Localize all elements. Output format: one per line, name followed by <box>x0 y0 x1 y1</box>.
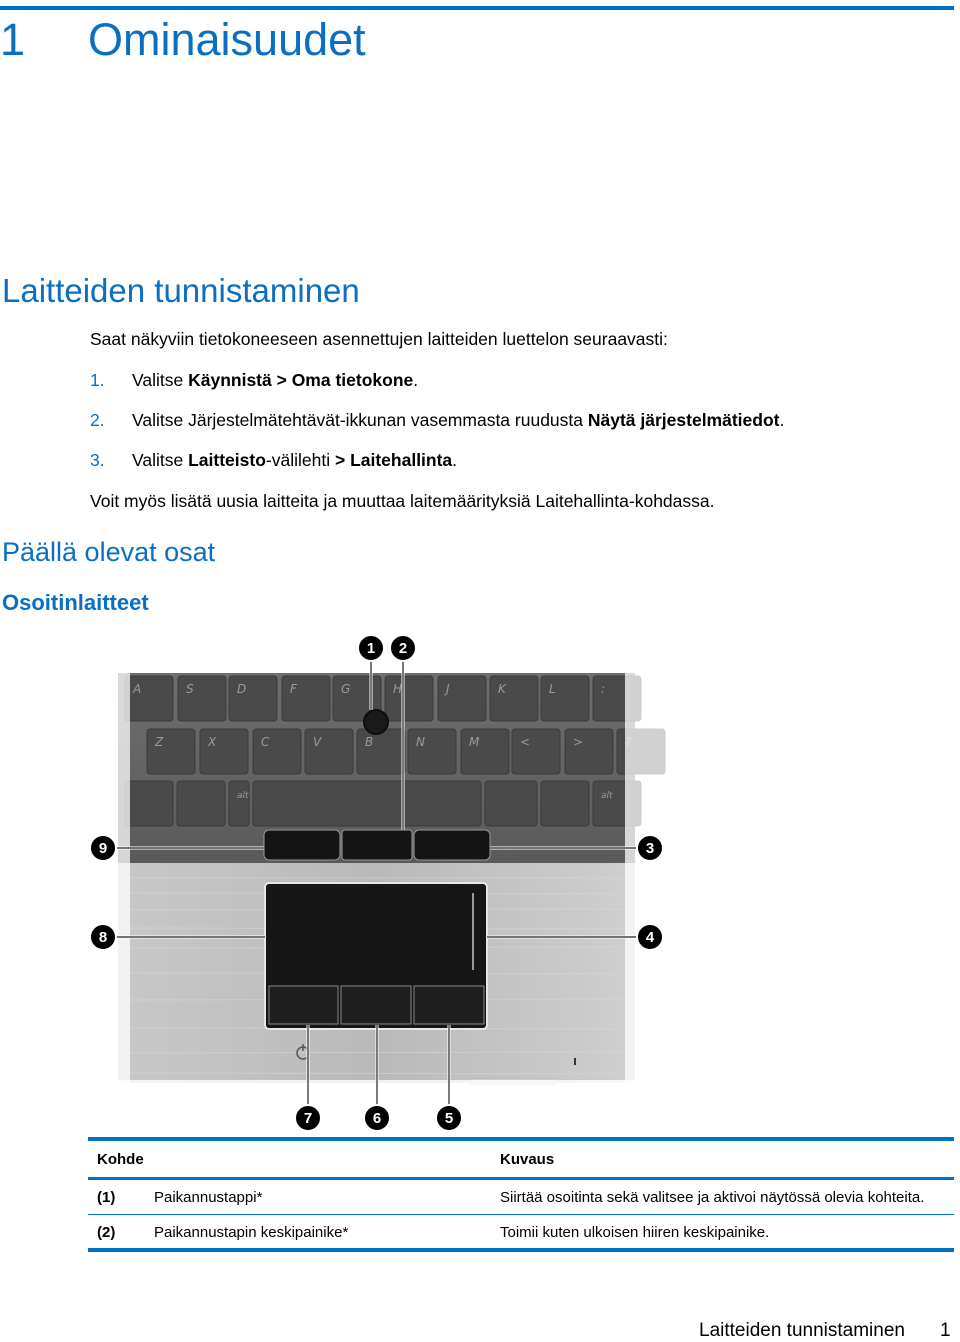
pointing-stick <box>364 710 388 734</box>
step-text: Valitse Järjestelmätehtävät-ikkunan vasemmasta ruudusta <box>132 410 588 430</box>
keyboard-key <box>253 781 481 826</box>
stick-left-button <box>264 830 340 860</box>
touchpad-middle-button <box>341 986 411 1024</box>
keyboard-key <box>229 781 249 826</box>
table-row-separator <box>88 1214 954 1215</box>
table-row-1-desc: Siirtää osoitinta sekä valitsee ja aktivoi näytössä olevia kohteita. <box>500 1189 925 1206</box>
step-text: Valitse <box>132 370 189 390</box>
keyboard-key <box>177 781 225 826</box>
step-1 <box>90 370 418 391</box>
table-row-1-item: Paikannustappi* <box>154 1189 263 1206</box>
step-text: . <box>413 370 419 390</box>
callout-number: 8 <box>98 929 108 946</box>
keyboard-key-label: D <box>237 682 247 696</box>
stick-middle-button <box>342 830 412 860</box>
callout-number: 4 <box>645 929 655 946</box>
keyboard-key-label: H <box>393 682 403 696</box>
step-bold: > <box>334 450 346 470</box>
step-text: Valitse <box>132 450 189 470</box>
keyboard-key-label: : <box>601 682 606 696</box>
keyboard-key <box>485 781 537 826</box>
keyboard-key-label: M <box>469 735 480 749</box>
table-header-description: Kuvaus <box>500 1151 555 1168</box>
callout-number: 2 <box>398 640 408 657</box>
keyboard-key-label: V <box>313 735 322 749</box>
keyboard-key-label: Z <box>155 735 164 749</box>
keyboard-key-label: J <box>446 682 450 696</box>
keyboard-key-label: alt <box>601 791 613 801</box>
step-bold: Näytä järjestelmätiedot <box>587 410 780 430</box>
keyboard-key-label: A <box>133 682 142 696</box>
chapter-number: 1 <box>0 14 26 65</box>
keyboard-key-label: B <box>365 735 374 749</box>
stick-right-button <box>414 830 490 860</box>
step-bold: Käynnistä <box>188 370 272 390</box>
keyboard-key-label: S <box>186 682 194 696</box>
step-text: . <box>452 450 458 470</box>
note-text: Voit myös lisätä uusia laitteita ja muuttaa laitemäärityksiä Laitehallinta-kohdassa. <box>90 491 715 511</box>
subsubsection-title: Osoitinlaitteet <box>2 590 149 615</box>
step-number: 3. <box>90 450 105 470</box>
keyboard-key-label: alt <box>237 791 249 801</box>
step-bold: Oma tietokone <box>291 370 414 390</box>
callout-number: 5 <box>444 1110 454 1127</box>
callout-number: 3 <box>645 840 655 857</box>
step-bold: Laitehallinta <box>350 450 453 470</box>
pointing-devices-illustration <box>85 628 675 1138</box>
step-bold: Laitteisto <box>188 450 266 470</box>
keyboard-key-label: > <box>573 735 584 749</box>
touchpad-left-button <box>269 986 338 1024</box>
table-top-rule <box>88 1137 954 1141</box>
table-header-item: Kohde <box>97 1151 144 1168</box>
table-row-1-id: (1) <box>97 1189 116 1206</box>
step-2 <box>90 410 784 431</box>
table-header-rule <box>88 1177 954 1180</box>
table-row-2-desc: Toimii kuten ulkoisen hiiren keskipainike. <box>500 1224 770 1241</box>
step-number: 2. <box>90 410 105 430</box>
section-title: Laitteiden tunnistaminen <box>2 272 360 309</box>
subsection-title: Päällä olevat osat <box>2 537 216 567</box>
intro-text: Saat näkyviin tietokoneeseen asennettujen laitteiden luettelon seuraavasti: <box>90 329 668 349</box>
keyboard-key-label: < <box>520 735 531 749</box>
keyboard-key-label: K <box>498 682 506 696</box>
footer-title: Laitteiden tunnistaminen <box>699 1320 905 1341</box>
step-text: . <box>779 410 785 430</box>
top-rule <box>0 6 954 10</box>
table-row-2-item: Paikannustapin keskipainike* <box>154 1224 349 1241</box>
keyboard-key-label: C <box>261 735 270 749</box>
keyboard-key-label: G <box>341 682 351 696</box>
callout-number: 9 <box>98 840 108 857</box>
table-row-2-id: (2) <box>97 1224 116 1241</box>
chapter-heading <box>0 14 366 66</box>
callout-number: 1 <box>366 640 376 657</box>
step-text: -välilehti <box>265 450 335 470</box>
keyboard-key <box>541 781 589 826</box>
keyboard-key-label: F <box>290 682 297 696</box>
keyboard-key-label: N <box>416 735 425 749</box>
keyboard-key-label: L <box>549 682 556 696</box>
step-bold: > <box>271 370 292 390</box>
footer-page-number: 1 <box>940 1320 951 1341</box>
table-bottom-rule <box>88 1248 954 1252</box>
step-3 <box>90 450 457 471</box>
touchpad-right-button <box>414 986 484 1024</box>
callout-number: 6 <box>372 1110 382 1127</box>
keyboard-key-label: X <box>208 735 217 749</box>
keyboard-key <box>125 781 173 826</box>
chapter-title: Ominaisuudet <box>88 14 366 65</box>
callout-number: 7 <box>303 1110 313 1127</box>
step-number: 1. <box>90 370 105 390</box>
